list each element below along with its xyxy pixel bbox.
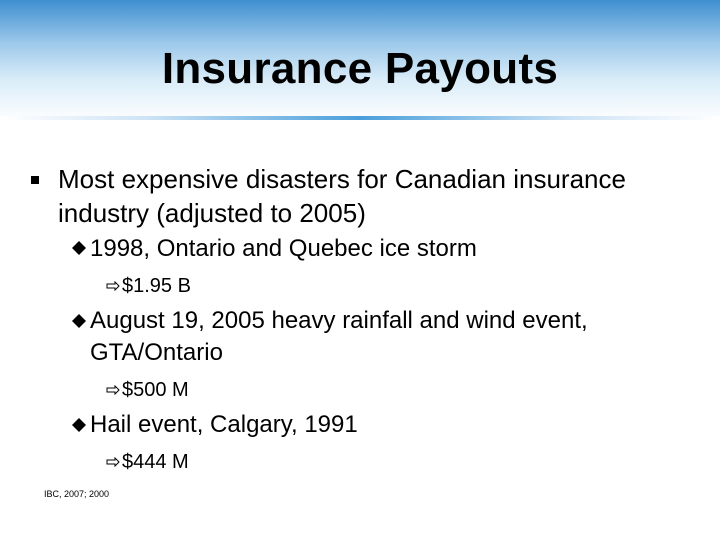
main-bullet-text: Most expensive disasters for Canadian insurance industry (adjusted to 2005) bbox=[58, 164, 626, 228]
slide-title: Insurance Payouts bbox=[161, 44, 559, 93]
square-bullet-icon bbox=[31, 176, 39, 184]
sub-bullet-hail-amount: $444 M bbox=[122, 451, 189, 473]
source-citation: IBC, 2007; 2000 bbox=[44, 489, 110, 499]
sub-bullet-ice-storm-amount: $1.95 B bbox=[122, 275, 191, 297]
sub-bullet-rainfall-amount: $500 M bbox=[122, 379, 189, 401]
bullet-ice-storm: 1998, Ontario and Quebec ice storm bbox=[90, 235, 477, 262]
title-divider bbox=[0, 116, 720, 120]
diamond-bullet-icon bbox=[72, 314, 86, 328]
bullet-hail-event: Hail event, Calgary, 1991 bbox=[90, 411, 358, 438]
pointing-hand-icon bbox=[106, 455, 120, 467]
diamond-bullet-icon bbox=[72, 241, 86, 255]
pointing-hand-icon bbox=[106, 383, 120, 395]
bullet-rainfall-event-line2: GTA/Ontario bbox=[90, 339, 223, 366]
diamond-bullet-icon bbox=[72, 418, 86, 432]
pointing-hand-icon bbox=[106, 279, 120, 291]
bullet-rainfall-event-line1: August 19, 2005 heavy rainfall and wind event, bbox=[90, 307, 588, 334]
